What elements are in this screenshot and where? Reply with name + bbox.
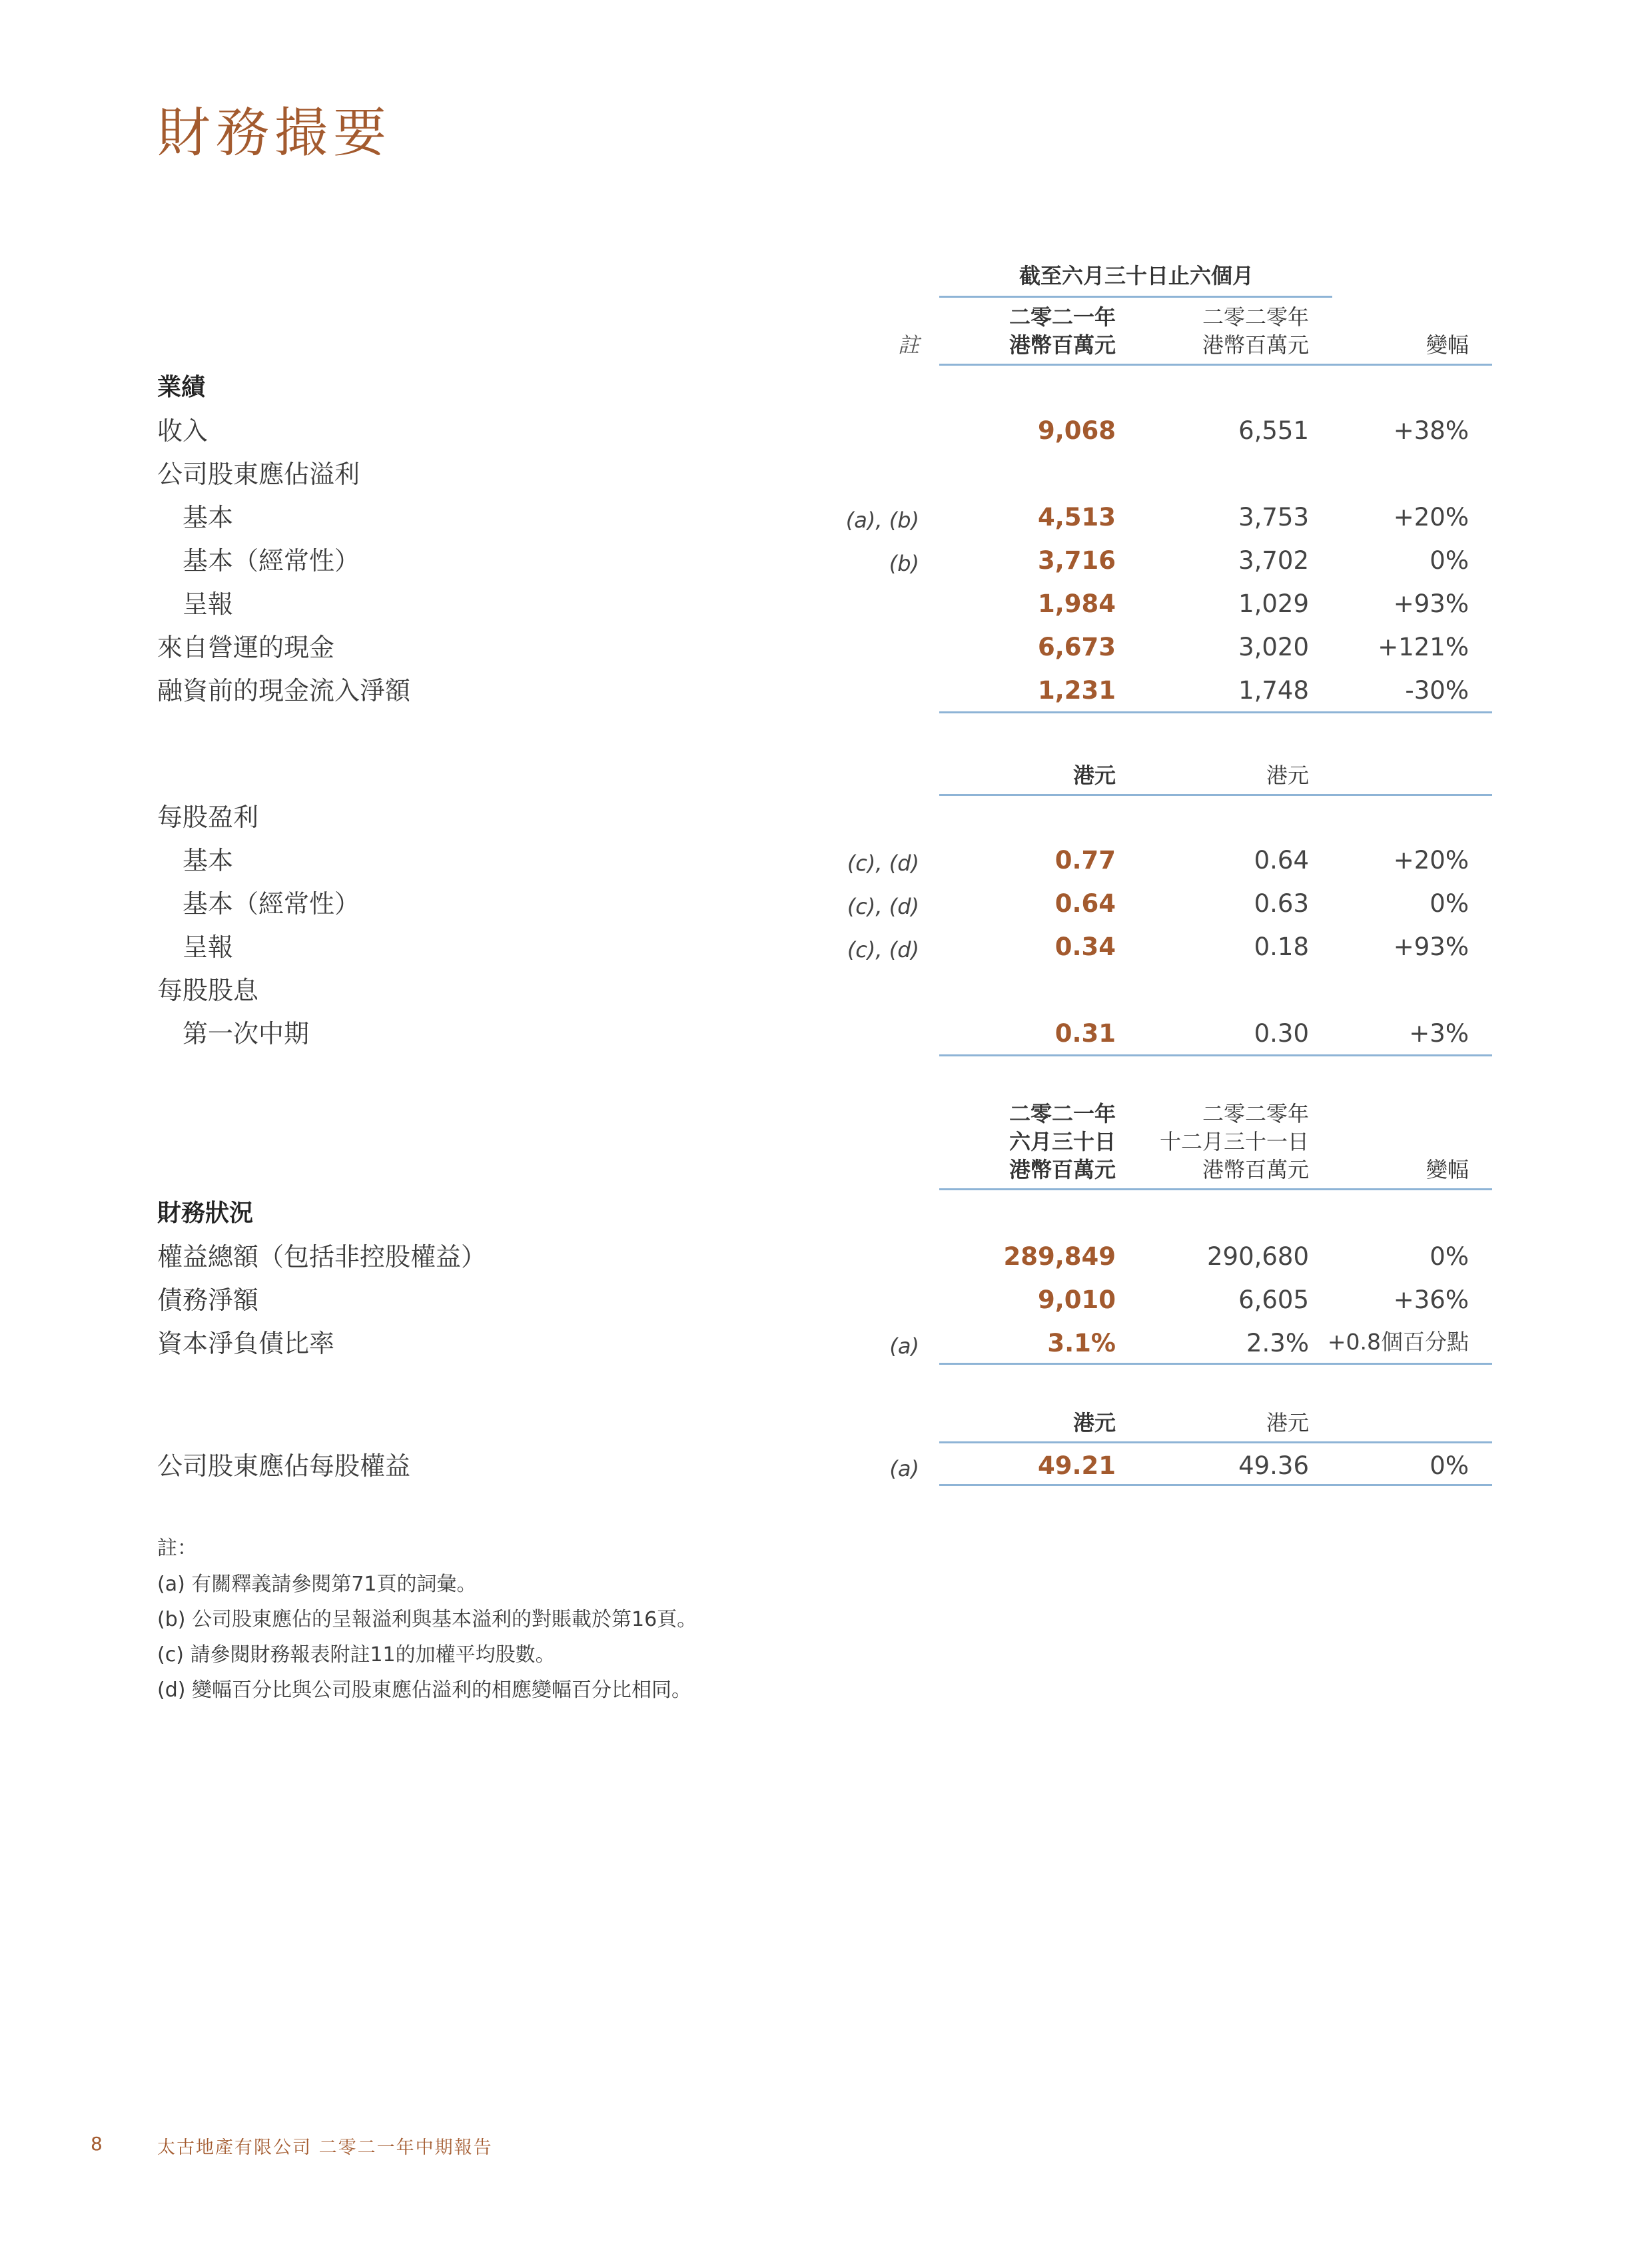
section-results: 業績 xyxy=(157,374,206,401)
row-value-current: 3,716 xyxy=(1037,546,1116,575)
row-label: 第一次中期 xyxy=(183,1019,310,1048)
equity-per-share-label: 公司股東應佔每股權益 xyxy=(157,1451,411,1481)
row-label: 來自營運的現金 xyxy=(157,633,335,662)
row-label: 權益總額（包括非控股權益） xyxy=(157,1242,487,1272)
row-label: 融資前的現金流入淨額 xyxy=(157,676,411,705)
col-prev-unit: 港幣百萬元 xyxy=(1202,332,1309,358)
section-financial: 財務狀況 xyxy=(157,1200,254,1227)
col2-prev-unit: 港元 xyxy=(1266,763,1309,788)
row-label: 基本（經常性） xyxy=(183,889,360,919)
row-value-change: +20% xyxy=(1393,503,1469,532)
row-label: 呈報 xyxy=(183,589,234,619)
row-value-current: 3.1% xyxy=(1047,1329,1116,1357)
row-value-current: 0.64 xyxy=(1054,889,1116,918)
footnote-item: (a) 有關釋義請參閱第71頁的詞彙。 xyxy=(157,1573,477,1596)
row-value-prior: 1,748 xyxy=(1238,676,1309,705)
header-rule-3 xyxy=(939,1188,1492,1190)
equity-per-share-change: 0% xyxy=(1430,1451,1469,1480)
page-title: 財務撮要 xyxy=(157,102,392,164)
row-value-change: +121% xyxy=(1378,633,1469,661)
col2-cur-unit: 港元 xyxy=(1072,763,1116,788)
col4-prev-unit: 港元 xyxy=(1266,1410,1309,1435)
row-label: 公司股東應佔溢利 xyxy=(157,460,360,489)
footer-text: 太古地產有限公司 二零二一年中期報告 xyxy=(157,2137,493,2158)
header-rule-1 xyxy=(939,364,1492,366)
row-value-current: 4,513 xyxy=(1037,503,1116,532)
row-value-prior: 0.63 xyxy=(1254,889,1309,918)
header-rule-2 xyxy=(939,794,1492,796)
row-label: 基本 xyxy=(183,846,234,875)
row-label: 收入 xyxy=(157,416,208,446)
row-note: (b) xyxy=(889,551,919,576)
col3-cur-date: 六月三十日 xyxy=(1009,1129,1116,1154)
row-value-change: +93% xyxy=(1393,589,1469,618)
col3-prev-unit: 港幣百萬元 xyxy=(1202,1157,1309,1182)
col-cur-year: 二零二一年 xyxy=(1009,304,1116,330)
footnote-item: (c) 請參閱財務報表附註11的加權平均股數。 xyxy=(157,1643,556,1667)
row-value-change: +3% xyxy=(1409,1019,1469,1048)
row-value-change: +20% xyxy=(1393,846,1469,875)
col-cur-unit: 港幣百萬元 xyxy=(1009,332,1116,358)
row-value-change: +0.8個百分點 xyxy=(1327,1329,1469,1355)
row-note: (a), (b) xyxy=(845,508,919,533)
col4-cur-unit: 港元 xyxy=(1072,1410,1116,1435)
row-label: 每股股息 xyxy=(157,976,259,1005)
row-value-change: +36% xyxy=(1393,1286,1469,1314)
row-label: 債務淨額 xyxy=(157,1286,259,1315)
col3-cur-unit: 港幣百萬元 xyxy=(1009,1157,1116,1182)
row-value-change: 0% xyxy=(1430,889,1469,918)
row-label: 基本 xyxy=(183,503,234,532)
row-value-current: 6,673 xyxy=(1037,633,1116,661)
row-value-prior: 6,605 xyxy=(1238,1286,1309,1314)
row-value-prior: 3,702 xyxy=(1238,546,1309,575)
col-change: 變幅 xyxy=(1426,332,1469,358)
row-value-prior: 290,680 xyxy=(1206,1242,1309,1271)
row-value-change: +38% xyxy=(1393,416,1469,445)
col-note: 註 xyxy=(897,332,919,358)
results-bottom-rule xyxy=(939,711,1492,713)
period-header: 截至六月三十日止六個月 xyxy=(1019,263,1254,288)
row-value-prior: 0.64 xyxy=(1254,846,1309,875)
row-note: (a) xyxy=(889,1333,919,1359)
row-value-change: +93% xyxy=(1393,933,1469,961)
row-value-prior: 1,029 xyxy=(1238,589,1309,618)
row-note: (c), (d) xyxy=(847,894,919,919)
row-value-current: 0.77 xyxy=(1054,846,1116,875)
row-value-current: 0.34 xyxy=(1054,933,1116,961)
period-header-rule xyxy=(939,296,1332,298)
row-label: 資本淨負債比率 xyxy=(157,1329,335,1358)
row-value-change: 0% xyxy=(1430,1242,1469,1271)
row-value-prior: 0.30 xyxy=(1254,1019,1309,1048)
row-value-prior: 3,020 xyxy=(1238,633,1309,661)
row-label: 基本（經常性） xyxy=(183,546,360,575)
row-note: (c), (d) xyxy=(847,937,919,962)
col3-prev-date: 十二月三十一日 xyxy=(1159,1129,1309,1154)
equity-bottom-rule xyxy=(939,1484,1492,1486)
col-prev-year: 二零二零年 xyxy=(1202,304,1309,330)
row-label: 呈報 xyxy=(183,933,234,962)
equity-per-share-note: (a) xyxy=(889,1456,919,1481)
row-value-current: 9,010 xyxy=(1037,1286,1116,1314)
row-value-current: 0.31 xyxy=(1054,1019,1116,1048)
header-rule-4 xyxy=(939,1441,1492,1443)
footnote-item: (b) 公司股東應佔的呈報溢利與基本溢利的對賬載於第16頁。 xyxy=(157,1608,697,1631)
equity-per-share-prev: 49.36 xyxy=(1238,1451,1309,1480)
row-value-current: 1,984 xyxy=(1037,589,1116,618)
row-value-change: -30% xyxy=(1405,676,1469,705)
footnotes-heading: 註： xyxy=(157,1537,197,1560)
equity-per-share-cur: 49.21 xyxy=(1037,1451,1116,1480)
col3-prev-year: 二零二零年 xyxy=(1202,1101,1309,1126)
pershare-bottom-rule xyxy=(939,1054,1492,1056)
row-value-current: 289,849 xyxy=(1003,1242,1116,1271)
row-value-prior: 0.18 xyxy=(1254,933,1309,961)
row-value-prior: 6,551 xyxy=(1238,416,1309,445)
row-value-current: 9,068 xyxy=(1037,416,1116,445)
row-value-change: 0% xyxy=(1430,546,1469,575)
col3-change: 變幅 xyxy=(1426,1157,1469,1182)
footnote-item: (d) 變幅百分比與公司股東應佔溢利的相應變幅百分比相同。 xyxy=(157,1679,691,1702)
financial-bottom-rule xyxy=(939,1363,1492,1365)
row-value-prior: 2.3% xyxy=(1246,1329,1309,1357)
row-value-prior: 3,753 xyxy=(1238,503,1309,532)
row-note: (c), (d) xyxy=(847,851,919,876)
row-value-current: 1,231 xyxy=(1037,676,1116,705)
col3-cur-year: 二零二一年 xyxy=(1009,1101,1116,1126)
page-number: 8 xyxy=(91,2133,103,2155)
row-label: 每股盈利 xyxy=(157,803,259,832)
